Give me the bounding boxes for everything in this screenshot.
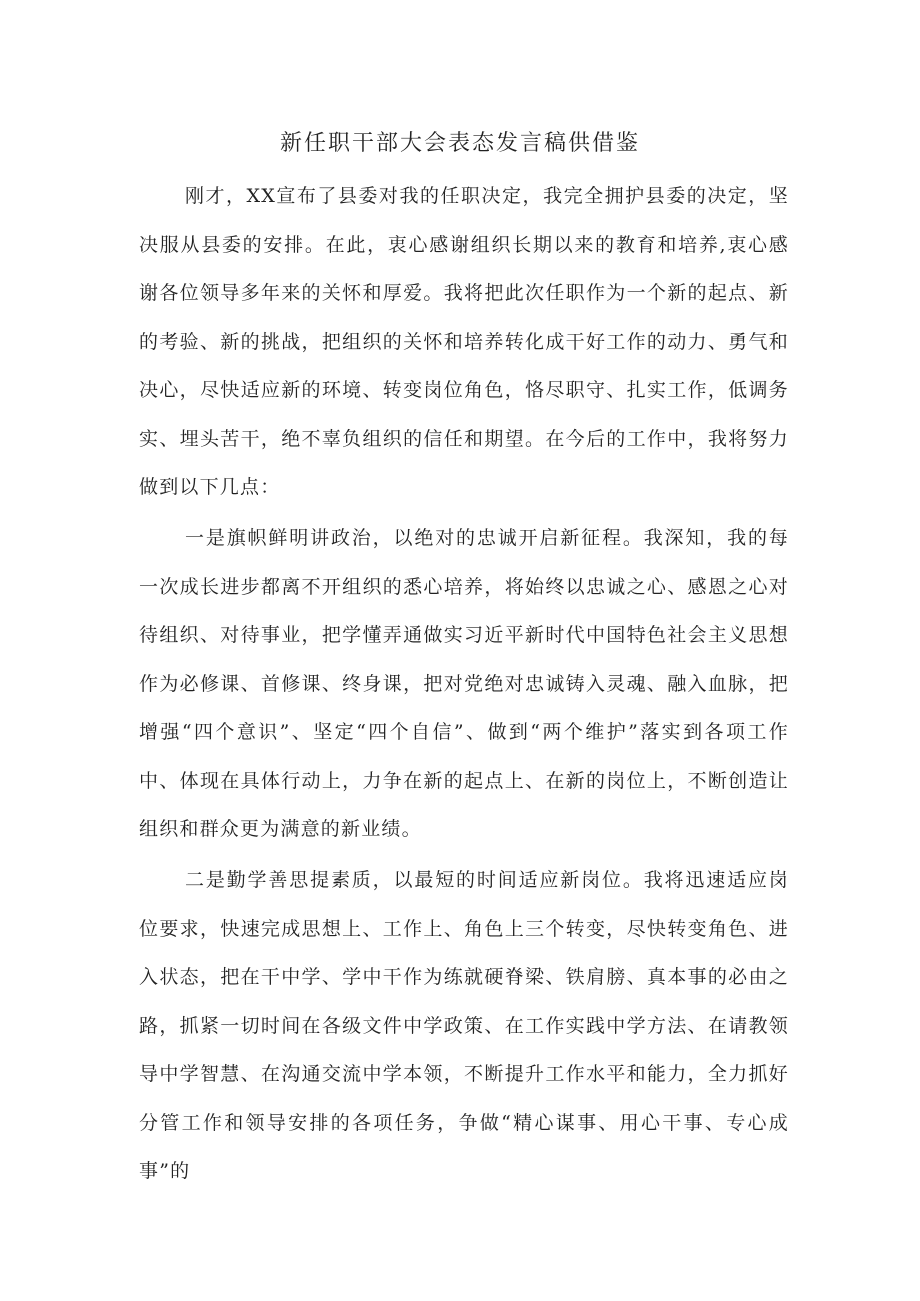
paragraph-point-two: 二是勤学善思提素质，以最短的时间适应新岗位。我将迅速适应岗位要求，快速完成思想上、工作上、角色上三个转变，尽快转变角色、进入状态，把在干中学、学中干作为练就硬脊梁、铁肩膀、真本事的必由之路，抓紧一切时间在各级文件中学政策、在工作实践中学方法、在请教领导中学智慧、在沟通交流中学本领，不断提升工作水平和能力，全力抓好分管工作和领导安排的各项任务，争做“精心谋事、用心干事、专心成事”的 xyxy=(139,869,789,1182)
paragraph-point-one: 一是旗帜鲜明讲政治，以绝对的忠诚开启新征程。我深知，我的每一次成长进步都离不开组织的悉心培养，将始终以忠诚之心、感恩之心对待组织、对待事业，把学懂弄通做实习近平新时代中国特色社会主义思想作为必修课、首修课、终身课，把对党绝对忠诚铸入灵魂、融入血脉，把增强“四个意识”、坚定“四个自信”、做到“两个维护”落实到各项工作中、体现在具体行动上，力争在新的起点上、在新的岗位上，不断创造让组织和群众更为满意的新业绩。 xyxy=(139,527,789,840)
paragraph-intro: 刚才，XX宣布了县委对我的任职决定，我完全拥护县委的决定，坚决服从县委的安排。在此，衷心感谢组织长期以来的教育和培养,衷心感谢各位领导多年来的关怀和厚爱。我将把此次任职作为一个新的起点、新的考验、新的挑战，把组织的关怀和培养转化成干好工作的动力、勇气和决心，尽快适应新的环境、转变岗位角色，恪尽职守、扎实工作，低调务实、埋头苦干，绝不辜负组织的信任和期望。在今后的工作中，我将努力做到以下几点： xyxy=(139,185,789,498)
document-title: 新任职干部大会表态发言稿供借鉴 xyxy=(279,131,640,156)
